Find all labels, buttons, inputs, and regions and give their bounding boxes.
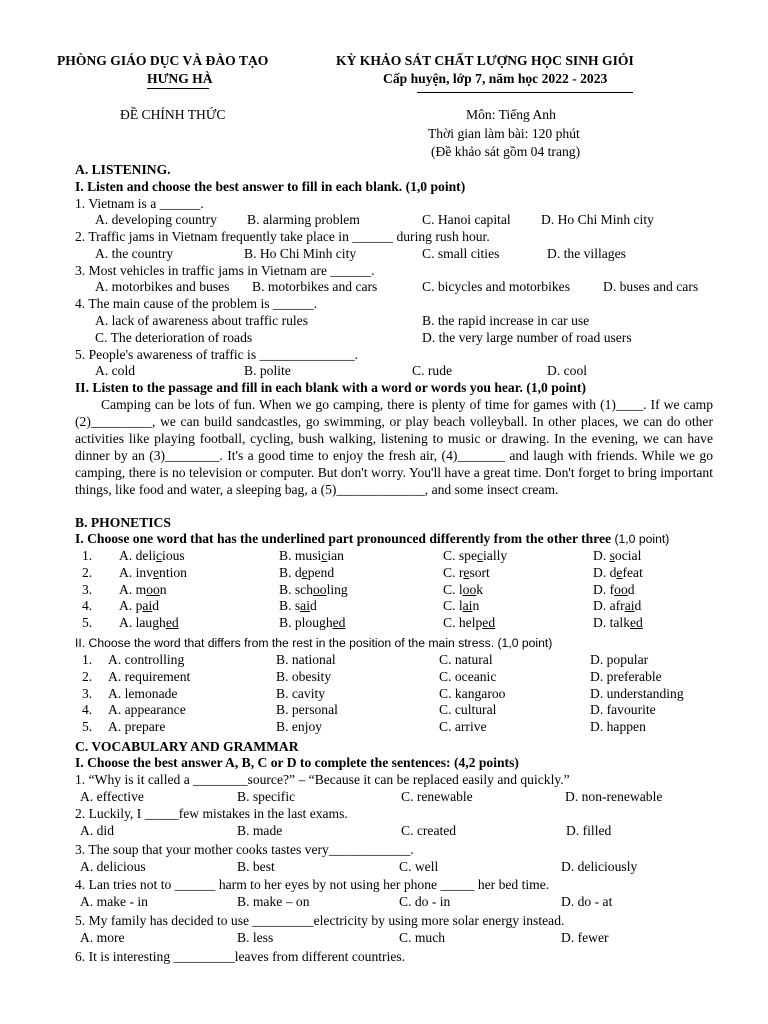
stress-row-5-option-b: B. enjoy	[276, 719, 323, 735]
subtitle-underline	[417, 92, 633, 93]
listening-q4-stem: 4. The main cause of the problem is ______.	[75, 296, 318, 311]
pron-row-3-option-a	[119, 581, 167, 598]
underlined-part: oo	[146, 581, 160, 597]
section-vocab-title: C. VOCABULARY AND GRAMMAR	[75, 739, 299, 754]
pron-row-4-option-a	[119, 597, 159, 614]
option-text: B. musi	[279, 548, 322, 563]
stress-row-3-number: 3.	[82, 685, 93, 701]
pron-row-1-option-d	[593, 547, 641, 564]
underlined-part: ed	[165, 615, 179, 631]
stress-row-1-option-b: B. national	[276, 652, 336, 667]
pron-row-5-number: 5.	[82, 615, 93, 631]
vocab-q4-option-c: C. do - in	[399, 894, 451, 909]
listening-q3-stem: 3. Most vehicles in traffic jams in Vietnam are ______.	[75, 263, 375, 278]
listening-q1-option-c: C. Hanoi capital	[422, 212, 511, 227]
option-text: ially	[483, 548, 508, 563]
pron-row-3-option-b	[279, 581, 348, 598]
stress-row-3-option-c: C. kangaroo	[439, 685, 506, 701]
underlined-part: e	[152, 564, 160, 580]
vocab-q2-option-b: B. made	[237, 823, 283, 838]
underlined-part: ai	[142, 598, 153, 614]
option-text: D. talk	[593, 615, 630, 631]
option-text: A. laugh	[119, 615, 166, 631]
stress-row-4-option-a: A. appearance	[108, 702, 186, 718]
stress-row-4-option-d: D. favourite	[590, 702, 656, 718]
option-text: ocial	[614, 548, 642, 563]
option-text: d	[634, 598, 642, 614]
pages-label: (Đề khảo sát gồm 04 trang)	[431, 144, 581, 159]
vocab-q4-option-a: A. make - in	[80, 894, 148, 909]
listening-q2-option-b: B. Ho Chi Minh city	[244, 246, 357, 261]
option-text: ntion	[159, 564, 187, 580]
listening-q2-option-a: A. the country	[95, 246, 174, 261]
underlined-part: c	[321, 548, 328, 563]
official-label: ĐỀ CHÍNH THỨC	[120, 107, 226, 122]
stress-row-3-option-a: A. lemonade	[108, 685, 178, 701]
pron-row-3-option-c	[443, 581, 483, 598]
vocab-q2-option-a: A. did	[80, 823, 114, 838]
stress-row-2-option-a: A. requirement	[108, 668, 191, 684]
pron-row-3-number: 3.	[82, 581, 93, 597]
listening-q2-option-c: C. small cities	[422, 246, 500, 261]
listening-q5-option-d: D. cool	[547, 363, 588, 378]
vocab-q6-stem: 6. It is interesting _________leaves from different countries.	[75, 949, 406, 964]
stress-row-4-option-b: B. personal	[276, 702, 338, 718]
listening-q4-option-d: D. the very large number of road users	[422, 330, 632, 345]
vocab-q5-option-b: B. less	[237, 930, 274, 945]
listening-q1-stem: 1. Vietnam is a ______.	[75, 196, 204, 211]
pron-row-1-number: 1.	[82, 548, 93, 563]
listening-q1-option-a: A. developing country	[95, 212, 217, 227]
vocab-q4-option-b: B. make – on	[237, 894, 310, 909]
option-text: n	[159, 581, 167, 597]
option-text: D. afr	[593, 598, 625, 614]
stress-row-2-option-c: C. oceanic	[439, 668, 497, 684]
phonetics-part1-text: I. Choose one word that has the underlined part pronounced differently from the other three	[75, 531, 612, 546]
stress-row-5-option-c: C. arrive	[439, 719, 487, 735]
option-text: A. deli	[119, 548, 156, 563]
camping-passage: Camping can be lots of fun. When we go camping, there is plenty of time for games with (1)____. If we camp (2)_________, we can build sandcastles, go swimming, or play beach volleyball. In other places, we can do other activities like playing football, cycling, bush walking, listening to music or drawing. In the evening, we can have dinner by an (3)________. It's a good time to enjoy the fresh air, (4)_______ and laugh with friends. While we go camping, there is no television or computer. But don't worry. You'll have a great time. Don't forget to bring important things, like food and water, a sleeping bag, a (5)_____________, and some insect cream.	[75, 397, 713, 497]
listening-q3-option-b: B. motorbikes and cars	[252, 279, 378, 294]
listening-q5-option-b: B. polite	[244, 363, 291, 378]
vocab-q1-option-d: D. non-renewable	[565, 789, 663, 804]
vocab-q2-option-c: C. created	[401, 823, 457, 838]
underlined-part: ai	[624, 598, 635, 614]
pron-row-1-option-b	[279, 547, 344, 564]
option-text: A. p	[119, 598, 143, 614]
underlined-part: s	[609, 548, 615, 563]
option-text: feat	[622, 564, 643, 580]
listening-q3-option-d: D. buses and cars	[603, 279, 699, 294]
vocab-q3-option-a: A. delicious	[80, 859, 146, 874]
time-label: Thời gian làm bài: 120 phút	[428, 126, 580, 141]
pron-row-2-option-a	[119, 564, 187, 581]
stress-row-5-number: 5.	[82, 719, 93, 735]
stress-row-4-option-c: C. cultural	[439, 702, 497, 718]
pron-row-4-option-c	[443, 597, 479, 614]
underlined-part: e	[301, 564, 308, 580]
option-text: d	[309, 598, 317, 614]
stress-row-4-number: 4.	[82, 702, 93, 718]
stress-row-1-number: 1.	[82, 652, 93, 667]
vocab-q3-option-c: C. well	[399, 859, 439, 874]
phonetics-part1-points: (1,0 point)	[611, 532, 670, 546]
pron-row-4-number: 4.	[82, 598, 93, 614]
option-text: B. plough	[279, 615, 333, 631]
option-text: sort	[469, 564, 490, 580]
district-underline	[147, 88, 209, 89]
option-text: k	[476, 581, 484, 597]
stress-row-5-option-d: D. happen	[590, 719, 646, 735]
pron-row-4-option-d	[593, 597, 641, 614]
stress-row-1-option-a: A. controlling	[108, 652, 185, 667]
option-text: ian	[327, 548, 344, 563]
option-text: B. d	[279, 564, 302, 580]
option-text: D.	[593, 548, 610, 563]
subject-label: Môn: Tiếng Anh	[466, 107, 556, 122]
phonetics-part1-title	[75, 530, 669, 548]
option-text: B. s	[279, 598, 301, 614]
option-text: ious	[162, 548, 185, 563]
stress-row-3-option-d: D. understanding	[590, 685, 684, 701]
underlined-part: ed	[630, 615, 643, 631]
listening-q4-option-c: C. The deterioration of roads	[95, 330, 253, 345]
listening-q5-stem: 5. People's awareness of traffic is ______________.	[75, 347, 359, 362]
section-listening-title: A. LISTENING.	[75, 162, 171, 177]
option-text: A. m	[119, 581, 147, 597]
option-text: d	[627, 581, 635, 597]
vocab-q1-stem: 1. “Why is it called a ________source?” – “Because it can be replaced easily and quickly.”	[75, 772, 570, 787]
stress-row-2-option-d: D. preferable	[590, 668, 662, 684]
vocab-q3-option-b: B. best	[237, 859, 275, 874]
stress-row-2-option-b: B. obesity	[276, 668, 332, 684]
vocab-q5-option-c: C. much	[399, 930, 446, 945]
option-text: pend	[307, 564, 335, 580]
phonetics-part2-title: II. Choose the word that differs from the rest in the position of the main stress. (1,0 point)	[75, 636, 553, 650]
pron-row-2-option-c	[443, 564, 490, 581]
underlined-part: ai	[300, 598, 310, 614]
option-text: C. l	[443, 598, 463, 614]
stress-row-1-option-d: D. popular	[590, 652, 649, 667]
listening-part1-title: I. Listen and choose the best answer to fill in each blank. (1,0 point)	[75, 179, 466, 194]
stress-row-5-option-a: A. prepare	[108, 719, 166, 735]
underlined-part: ed	[332, 615, 346, 631]
listening-q1-option-b: B. alarming problem	[247, 212, 360, 227]
pron-row-1-option-c	[443, 547, 507, 564]
pron-row-5-option-c	[443, 614, 495, 631]
pron-row-2-option-b	[279, 564, 334, 581]
stress-row-1-option-c: C. natural	[439, 652, 493, 667]
option-text: C. l	[443, 581, 463, 597]
option-text: A. inv	[119, 564, 153, 580]
pron-row-2-number: 2.	[82, 564, 93, 580]
stress-row-2-number: 2.	[82, 668, 93, 684]
listening-q2-option-d: D. the villages	[547, 246, 626, 261]
vocab-q4-stem: 4. Lan tries not to ______ harm to her eyes by not using her phone _____ her bed time.	[75, 877, 550, 892]
vocab-q2-option-d: D. filled	[566, 823, 612, 838]
option-text: D. f	[593, 581, 615, 597]
listening-q4-option-a: A. lack of awareness about traffic rules	[95, 313, 309, 328]
stress-row-3-option-b: B. cavity	[276, 685, 326, 701]
option-text: D. d	[593, 564, 617, 580]
underlined-part: c	[156, 548, 163, 563]
option-text: d	[152, 598, 160, 614]
pron-row-4-option-b	[279, 597, 317, 614]
option-text: C. r	[443, 564, 464, 580]
underlined-part: c	[476, 548, 484, 563]
district-name: HƯNG HÀ	[147, 71, 213, 86]
listening-q5-option-a: A. cold	[95, 363, 136, 378]
exam-title: KỲ KHẢO SÁT CHẤT LƯỢNG HỌC SINH GIỎI	[336, 53, 634, 68]
vocab-q1-option-a: A. effective	[80, 789, 144, 804]
department-name: PHÒNG GIÁO DỤC VÀ ĐÀO TẠO	[57, 53, 269, 68]
option-text: ling	[326, 581, 348, 597]
pron-row-5-option-b	[279, 614, 345, 631]
pron-row-5-option-d	[593, 614, 643, 631]
listening-q4-option-b: B. the rapid increase in car use	[422, 313, 590, 328]
vocab-q5-option-a: A. more	[80, 930, 125, 945]
underlined-part: oo	[614, 581, 628, 597]
pron-row-3-option-d	[593, 581, 635, 598]
vocab-q1-option-c: C. renewable	[401, 789, 473, 804]
vocab-q5-option-d: D. fewer	[561, 930, 609, 945]
underlined-part: e	[463, 564, 470, 580]
underlined-part: e	[616, 564, 623, 580]
vocab-q5-stem: 5. My family has decided to use _________electricity by using more solar energy instead.	[75, 913, 565, 928]
vocab-part1-title: I. Choose the best answer A, B, C or D to complete the sentences: (4,2 points)	[75, 755, 519, 770]
vocab-q3-stem: 3. The soup that your mother cooks tastes very____________.	[75, 842, 414, 857]
underlined-part: ed	[482, 615, 496, 631]
section-phonetics-title: B. PHONETICS	[75, 515, 171, 530]
vocab-q4-option-d: D. do - at	[561, 894, 613, 909]
listening-q5-option-c: C. rude	[412, 363, 453, 378]
option-text: C. help	[443, 615, 483, 631]
option-text: B. sch	[279, 581, 313, 597]
option-text: C. spe	[443, 548, 477, 563]
listening-q3-option-a: A. motorbikes and buses	[95, 279, 230, 294]
exam-subtitle: Cấp huyện, lớp 7, năm học 2022 - 2023	[383, 71, 608, 86]
listening-part2-title: II. Listen to the passage and fill in each blank with a word or words you hear. (1,0 point)	[75, 380, 586, 395]
underlined-part: oo	[312, 581, 327, 597]
pron-row-2-option-d	[593, 564, 643, 581]
underlined-part: ai	[462, 598, 473, 614]
pron-row-5-option-a	[119, 614, 179, 631]
listening-q2-stem: 2. Traffic jams in Vietnam frequently take place in ______ during rush hour.	[75, 229, 490, 244]
vocab-q3-option-d: D. deliciously	[561, 859, 638, 874]
vocab-q1-option-b: B. specific	[237, 789, 296, 804]
vocab-q2-stem: 2. Luckily, I _____few mistakes in the last exams.	[75, 806, 348, 821]
listening-q3-option-c: C. bicycles and motorbikes	[422, 279, 570, 294]
pron-row-1-option-a	[119, 547, 185, 564]
option-text: n	[472, 598, 480, 614]
listening-q1-option-d: D. Ho Chi Minh city	[541, 212, 654, 227]
underlined-part: oo	[462, 581, 477, 597]
